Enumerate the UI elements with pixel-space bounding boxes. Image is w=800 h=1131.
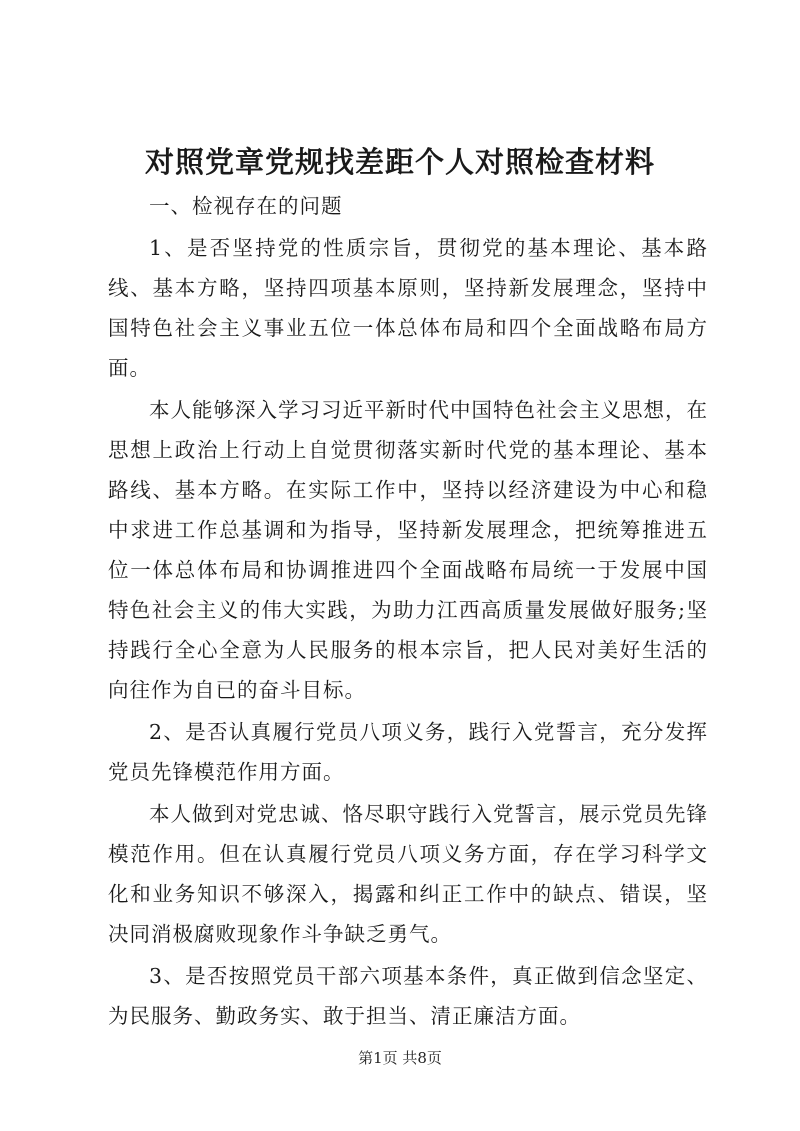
paragraph-item-2: 2、是否认真履行党员八项义务，践行入党誓言，充分发挥党员先锋模范作用方面。 [108, 720, 708, 784]
paragraph-response-2: 本人做到对党忠诚、恪尽职守践行入党誓言，展示党员先锋模范作用。但在认真履行党员八项义务方面，存在学习科学文化和业务知识不够深入，揭露和纠正工作中的缺点、错误，坚决同消极腐败现象作斗争缺乏勇气。 [108, 802, 708, 946]
section-heading: 一、检视存在的问题 [149, 194, 343, 218]
paragraph-response-1: 本人能够深入学习习近平新时代中国特色社会主义思想，在思想上政治上行动上自觉贯彻落实新时代党的基本理论、基本路线、基本方略。在实际工作中，坚持以经济建设为中心和稳中求进工作总基调和为指导，坚持新发展理念，把统筹推进五位一体总体布局和协调推进四个全面战略布局统一于发展中国特色社会主义的伟大实践，为助力江西高质量发展做好服务;坚持践行全心全意为人民服务的根本宗旨，把人民对美好生活的向往作为自已的奋斗目标。 [108, 398, 708, 702]
paragraph-item-1: 1、是否坚持党的性质宗旨，贯彻党的基本理论、基本路线、基本方略，坚持四项基本原则，坚持新发展理念，坚持中国特色社会主义事业五位一体总体布局和四个全面战略布局方面。 [108, 236, 708, 380]
page-number-footer: 第1页 共8页 [358, 1049, 442, 1067]
document-title: 对照党章党规找差距个人对照检查材料 [144, 145, 655, 179]
document-body [108, 186, 708, 1036]
paragraph-item-3: 3、是否按照党员干部六项基本条件，真正做到信念坚定、为民服务、勤政务实、敢于担当、清正廉洁方面。 [108, 964, 708, 1028]
